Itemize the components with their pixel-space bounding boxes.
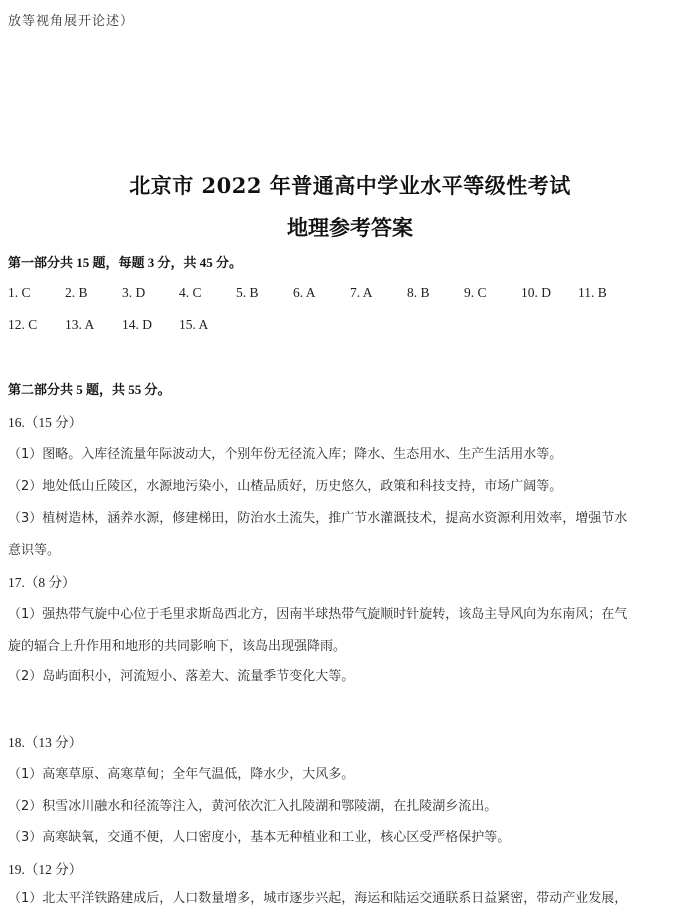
previous-page-fragment: 放等视角展开论述） xyxy=(8,14,135,29)
question-19-answer-1: （1）北太平洋铁路建成后，人口数量增多，城市逐步兴起，海运和陆运交通联系日益紧密，带动产业发展， xyxy=(8,891,628,906)
question-16-answer-3-line2: 意识等。 xyxy=(8,543,61,558)
answer-12: 12. C xyxy=(8,317,38,332)
question-18-answer-2: （2）积雪冰川融水和径流等注入，黄河依次汇入扎陵湖和鄂陵湖，在扎陵湖乡流出。 xyxy=(8,799,498,814)
answer-15: 15. A xyxy=(179,317,209,332)
document-title: 北京市 2022 年普通高中学业水平等级性考试 xyxy=(129,173,571,198)
answer-3: 3. D xyxy=(122,285,146,300)
question-17-label: 17.（8 分） xyxy=(8,575,76,590)
question-16-label: 16.（15 分） xyxy=(8,415,83,430)
question-16-answer-2: （2）地处低山丘陵区，水源地污染小，山楂品质好，历史悠久，政策和科技支持，市场广阔等。 xyxy=(8,479,563,494)
answer-14: 14. D xyxy=(122,317,152,332)
answer-11: 11. B xyxy=(578,285,607,300)
question-18-answer-3: （3）高寒缺氧，交通不便，人口密度小，基本无种植业和工业，核心区受严格保护等。 xyxy=(8,830,511,845)
part1-heading: 第一部分共 15 题，每题 3 分，共 45 分。 xyxy=(8,255,243,270)
question-18-answer-1: （1）高寒草原、高寒草甸；全年气温低，降水少，大风多。 xyxy=(8,767,355,782)
question-17-answer-1-line2: 旋的辐合上升作用和地形的共同影响下，该岛出现强降雨。 xyxy=(8,639,347,654)
question-16-answer-1: （1）图略。入库径流量年际波动大，个别年份无径流入库；降水、生态用水、生产生活用水等。 xyxy=(8,447,563,462)
question-19-label: 19.（12 分） xyxy=(8,862,83,877)
answer-8: 8. B xyxy=(407,285,430,300)
answer-10: 10. D xyxy=(521,285,551,300)
answer-4: 4. C xyxy=(179,285,202,300)
answer-7: 7. A xyxy=(350,285,373,300)
answer-5: 5. B xyxy=(236,285,259,300)
answer-2: 2. B xyxy=(65,285,88,300)
question-16-answer-3-line1: （3）植树造林，涵养水源，修建梯田，防治水土流失，推广节水灌溉技术，提高水资源利用效率，增强节水 xyxy=(8,511,628,526)
answers-row-1 xyxy=(8,285,635,301)
answer-1: 1. C xyxy=(8,285,31,300)
answers-row-2 xyxy=(8,317,236,333)
answer-13: 13. A xyxy=(65,317,95,332)
question-17-answer-2: （2）岛屿面积小，河流短小、落差大、流量季节变化大等。 xyxy=(8,669,355,684)
question-17-answer-1-line1: （1）强热带气旋中心位于毛里求斯岛西北方，因南半球热带气旋顺时针旋转，该岛主导风向为东南风；在气 xyxy=(8,607,628,622)
question-18-label: 18.（13 分） xyxy=(8,735,83,750)
answer-6: 6. A xyxy=(293,285,316,300)
document-subtitle: 地理参考答案 xyxy=(287,215,413,240)
part2-heading: 第二部分共 5 题，共 55 分。 xyxy=(8,382,171,397)
answer-9: 9. C xyxy=(464,285,487,300)
